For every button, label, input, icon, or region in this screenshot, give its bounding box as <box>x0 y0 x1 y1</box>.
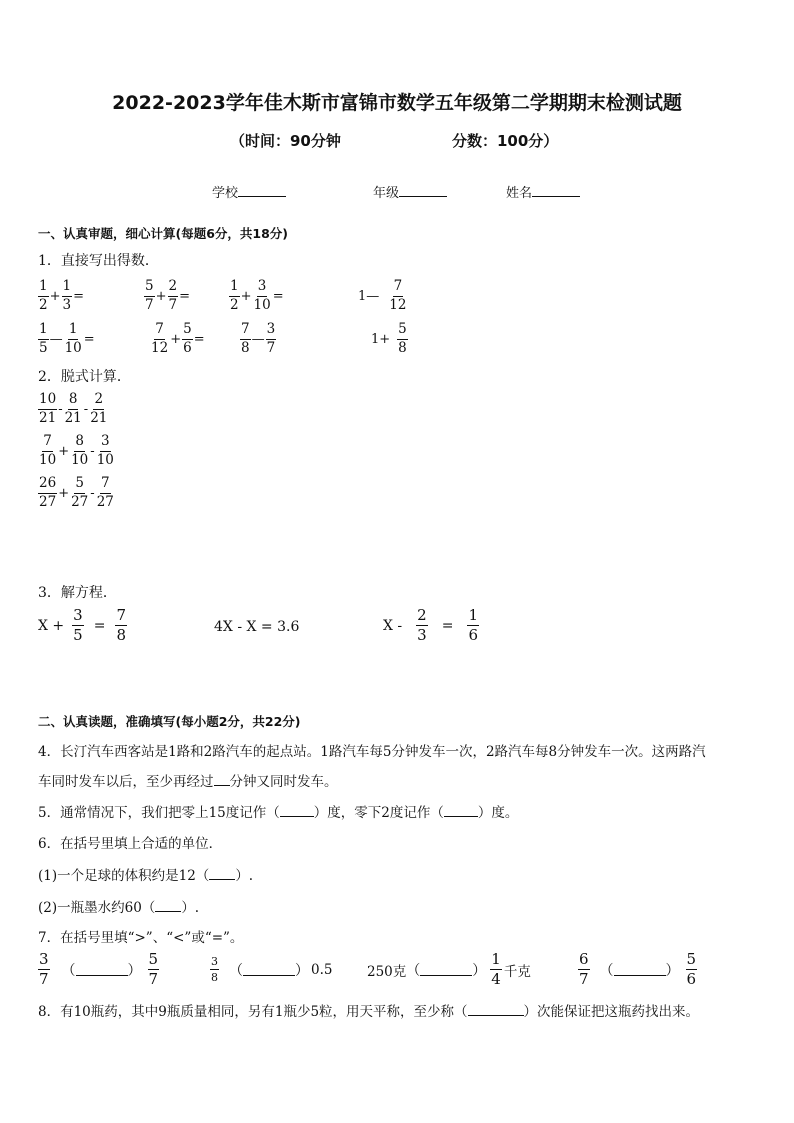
q3-label: 3．解方程． <box>38 585 117 601</box>
fraction: $\frac{2}{21}$ <box>90 391 108 426</box>
fraction: $\frac{1}{5}$ <box>39 321 48 356</box>
q2-expression: $\frac{10}{21}$ - $\frac{8}{21}$ - $\frac{2}{21}$ <box>39 391 108 426</box>
q1-item: $\frac{7}{8}$ — $\frac{3}{7}$ <box>241 321 276 356</box>
fraction: $\frac{3}{5}$ <box>73 606 83 644</box>
name-label: 姓名 <box>506 186 533 201</box>
fraction: $\frac{7}{10}$ <box>39 433 57 468</box>
q2-expression: $\frac{7}{10}$ + $\frac{8}{10}$ - $\frac{3}{10}$ <box>39 433 114 468</box>
q7-blank-4[interactable] <box>614 963 666 976</box>
fraction: $\frac{1}{3}$ <box>62 278 72 313</box>
q1-item: $\frac{7}{12}$ + $\frac{5}{6}$ = <box>151 321 205 356</box>
fraction: $\frac{7}{8}$ <box>241 321 250 356</box>
q8-blank[interactable] <box>468 1003 524 1016</box>
name-field[interactable] <box>506 182 580 201</box>
school-blank[interactable] <box>238 184 286 197</box>
q4-text: 4．长汀汽车西客站是1路和2路汽车的起点站。1路汽车每5分钟发车一次，2路汽车每8分钟发车一次。这两路汽 <box>38 744 706 760</box>
grade-blank[interactable] <box>399 184 447 197</box>
grade-field[interactable] <box>373 182 447 201</box>
fraction: $\frac{3}{7}$ <box>39 950 49 988</box>
score-label: 分数：100分） <box>452 132 559 150</box>
q6a-text: (1)一个足球的体积约是12（ ）. <box>38 868 254 884</box>
fraction: $\frac{8}{10}$ <box>71 433 89 468</box>
time-label: （时间：90分钟 <box>230 132 341 150</box>
fraction: $\frac{7}{12}$ <box>151 321 169 356</box>
fraction: $\frac{3}{10}$ <box>253 278 271 313</box>
q3-equation-3: X - $\frac{2}{3}$ = $\frac{1}{6}$ <box>383 606 478 644</box>
q8-text: 8．有10瓶药，其中9瓶质量相同，另有1瓶少5粒，用天平称，至少称（ ）次能保证把这瓶药找出来。 <box>38 1004 700 1020</box>
fraction: $\frac{1}{10}$ <box>64 321 82 356</box>
section2-heading: 二、认真读题，准确填写(每小题2分，共22分) <box>38 714 301 729</box>
fraction: $\frac{26}{27}$ <box>39 475 57 510</box>
fraction: $\frac{8}{21}$ <box>64 391 82 426</box>
q1-label: 1．直接写出得数． <box>38 253 159 269</box>
q5-blank-1[interactable] <box>280 804 314 817</box>
fraction: $\frac{7}{8}$ <box>116 606 126 644</box>
fraction: $\frac{1}{2}$ <box>39 278 48 313</box>
q6-text: 6．在括号里填上合适的单位． <box>38 836 223 852</box>
q4-blank[interactable] <box>214 773 230 786</box>
q6b-blank[interactable] <box>155 899 181 912</box>
fraction: $\frac{7}{12}$ <box>389 278 407 313</box>
q5-blank-2[interactable] <box>444 804 478 817</box>
q1-item: $\frac{1}{5}$ — $\frac{1}{10}$ = <box>39 321 95 356</box>
q7-compare-1: $\frac{3}{7}$ （ ） $\frac{5}{7}$ <box>39 950 159 988</box>
q4-text-cont: 车同时发车以后，至少再经过 分钟又同时发车。 <box>38 774 338 790</box>
section1-heading: 一、认真审题，细心计算(每题6分，共18分) <box>38 226 289 241</box>
school-field[interactable] <box>212 182 286 201</box>
fraction: $\frac{2}{7}$ <box>168 278 178 313</box>
q7-blank-3[interactable] <box>420 963 472 976</box>
name-blank[interactable] <box>532 184 580 197</box>
fraction: $\frac{7}{27}$ <box>96 475 114 510</box>
q6a-blank[interactable] <box>209 867 235 880</box>
fraction: $\frac{1}{2}$ <box>230 278 239 313</box>
q5-text: 5．通常情况下，我们把零上15度记作（ ）度，零下2度记作（ ）度。 <box>38 805 519 821</box>
q7-blank-2[interactable] <box>243 963 295 976</box>
q1-item: $\frac{1}{2}$ + $\frac{3}{10}$ = <box>230 278 284 313</box>
fraction: $\frac{1}{4}$ <box>491 950 501 988</box>
q3-equation-2: 4X - X = 3.6 <box>214 619 300 635</box>
q2-label: 2．脱式计算． <box>38 369 131 385</box>
q7-compare-3: 250克 （ ） $\frac{1}{4}$ 千克 <box>367 950 531 988</box>
fraction: $\frac{2}{3}$ <box>417 606 427 644</box>
fraction: $\frac{3}{10}$ <box>96 433 114 468</box>
q6b-text: (2)一瓶墨水约60（ ）. <box>38 900 200 916</box>
page-title: 2022-2023学年佳木斯市富锦市数学五年级第二学期期末检测试题 <box>112 92 682 114</box>
fraction: $\frac{5}{7}$ <box>145 278 154 313</box>
q7-compare-2: $\frac{3}{8}$ （ ） 0.5 <box>211 955 333 984</box>
q7-blank-1[interactable] <box>76 963 128 976</box>
fraction: $\frac{5}{6}$ <box>686 950 697 988</box>
fraction: $\frac{5}{27}$ <box>71 475 89 510</box>
q1-item: $\frac{1}{2}$ + $\frac{1}{3}$ = <box>39 278 84 313</box>
fraction: $\frac{6}{7}$ <box>579 950 589 988</box>
fraction: $\frac{1}{6}$ <box>468 606 478 644</box>
fraction: $\frac{5}{7}$ <box>148 950 159 988</box>
fraction: $\frac{10}{21}$ <box>39 391 57 426</box>
fraction: $\frac{5}{6}$ <box>183 321 192 356</box>
q1-item: 1+ $\frac{5}{8}$ <box>371 321 407 356</box>
fraction: $\frac{3}{7}$ <box>266 321 276 356</box>
q1-item: 1— $\frac{7}{12}$ <box>358 278 407 313</box>
q7-text: 7．在括号里填“>”、“<”或“=”。 <box>38 930 244 946</box>
q1-item: $\frac{5}{7}$ + $\frac{2}{7}$ = <box>145 278 190 313</box>
school-label: 学校 <box>212 186 239 201</box>
q2-expression: $\frac{26}{27}$ + $\frac{5}{27}$ - $\frac{7}{27}$ <box>39 475 114 510</box>
q7-compare-4: $\frac{6}{7}$ （ ） $\frac{5}{6}$ <box>579 950 697 988</box>
q3-equation-1: X + $\frac{3}{5}$ = $\frac{7}{8}$ <box>38 606 126 644</box>
grade-label: 年级 <box>373 186 400 201</box>
fraction: $\frac{3}{8}$ <box>211 955 218 984</box>
fraction: $\frac{5}{8}$ <box>398 321 407 356</box>
